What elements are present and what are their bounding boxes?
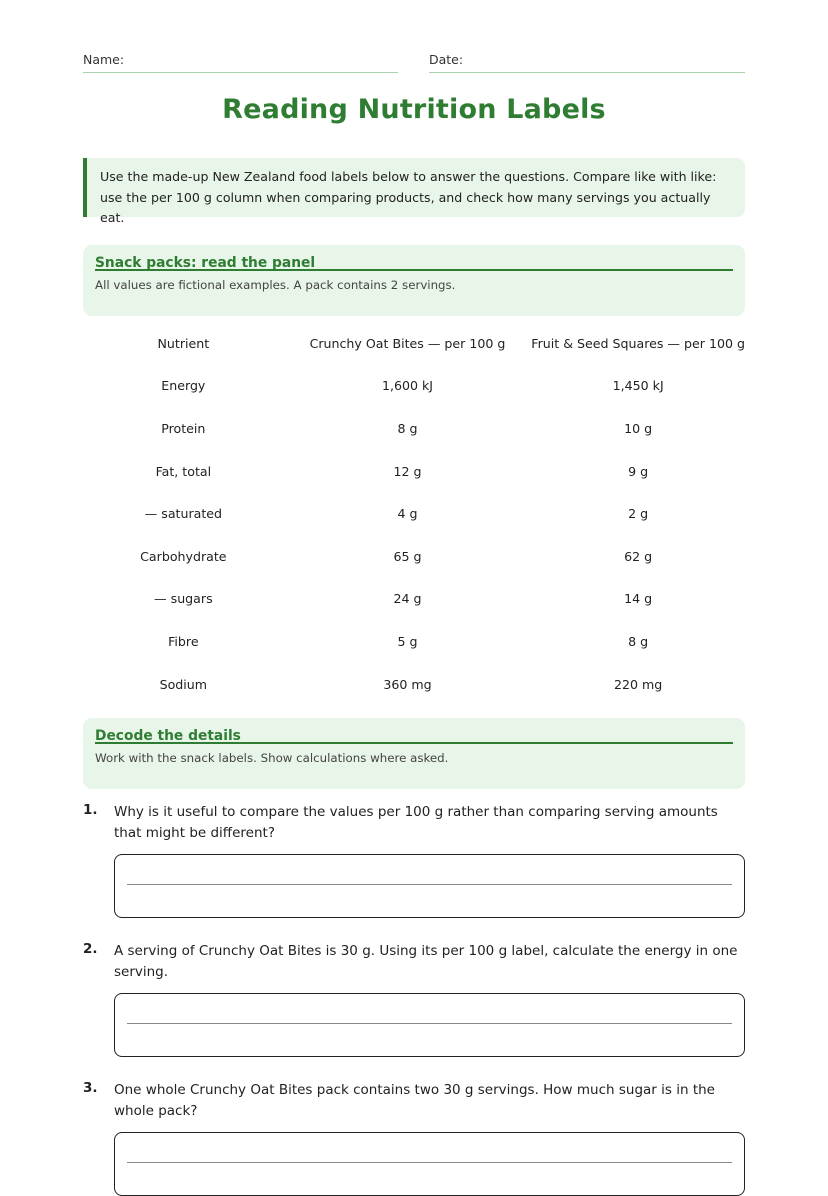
table-row [83,407,745,450]
nutrient-cell: Energy [161,378,206,394]
column-header: Fruit & Seed Squares — per 100 g [531,335,745,351]
table-row [83,450,745,493]
nutrient-cell: Fibre [168,633,199,649]
question-number: 3. [83,1080,98,1096]
value-cell: 8 g [397,420,418,436]
answer-line [127,1023,732,1024]
nutrient-cell: — sugars [154,591,213,607]
value-cell: 10 g [624,420,653,436]
value-cell: 14 g [624,591,653,607]
table-row [83,365,745,408]
table-header-row [83,322,745,365]
value-cell: 1,450 kJ [612,378,664,394]
value-cell: 2 g [628,506,649,522]
value-cell: 8 g [628,633,649,649]
question-text: Why is it useful to compare the values per 100 g rather than comparing serving amounts that might be different? [114,804,718,841]
value-cell: 24 g [393,591,422,607]
section-subtitle: Work with the snack labels. Show calculations where asked. [95,751,449,765]
value-cell: 62 g [624,548,653,564]
answer-box[interactable] [114,993,745,1057]
section-title: Snack packs: read the panel [95,245,733,271]
nutrient-cell: Sodium [159,676,208,692]
name-field[interactable] [83,52,398,73]
question-number: 1. [83,802,98,818]
date-label: Date: [429,52,464,67]
nutrient-cell: Fat, total [155,463,212,479]
name-label: Name: [83,52,125,67]
value-cell: 65 g [393,548,422,564]
table-row [83,663,745,706]
page-title: Reading Nutrition Labels [222,94,606,125]
question-text: A serving of Crunchy Oat Bites is 30 g. Using its per 100 g label, calculate the energy in one serving. [114,943,738,980]
section-snack-packs [83,245,745,316]
value-cell: 360 mg [383,676,432,692]
column-header: Crunchy Oat Bites — per 100 g [309,335,506,351]
value-cell: 12 g [393,463,422,479]
value-cell: 5 g [397,633,418,649]
nutrition-table [83,322,745,705]
question-number: 2. [83,941,98,957]
value-cell: 1,600 kJ [381,378,434,394]
section-title: Decode the details [95,718,733,744]
table-row [83,535,745,578]
question-text: One whole Crunchy Oat Bites pack contains two 30 g servings. How much sugar is in the whole pack? [114,1082,715,1119]
answer-box[interactable] [114,854,745,918]
nutrient-cell: — saturated [144,506,223,522]
answer-box[interactable] [114,1132,745,1196]
value-cell: 4 g [397,506,418,522]
answer-line [127,1162,732,1163]
table-row [83,578,745,621]
section-subtitle: All values are fictional examples. A pack contains 2 servings. [95,278,456,292]
nutrient-cell: Protein [161,420,206,436]
answer-line [127,884,732,885]
table-row [83,492,745,535]
date-field[interactable] [429,52,745,73]
nutrient-cell: Carbohydrate [140,548,227,564]
header-fields [83,52,745,74]
value-cell: 220 mg [613,676,663,692]
section-decode-details [83,718,745,789]
table-row [83,620,745,663]
value-cell: 9 g [628,463,649,479]
column-header: Nutrient [157,335,210,351]
intro-callout: Use the made-up New Zealand food labels below to answer the questions. Compare like with like: use the per 100 g column when comparing products, and check how many servings you actually eat. [83,158,745,217]
